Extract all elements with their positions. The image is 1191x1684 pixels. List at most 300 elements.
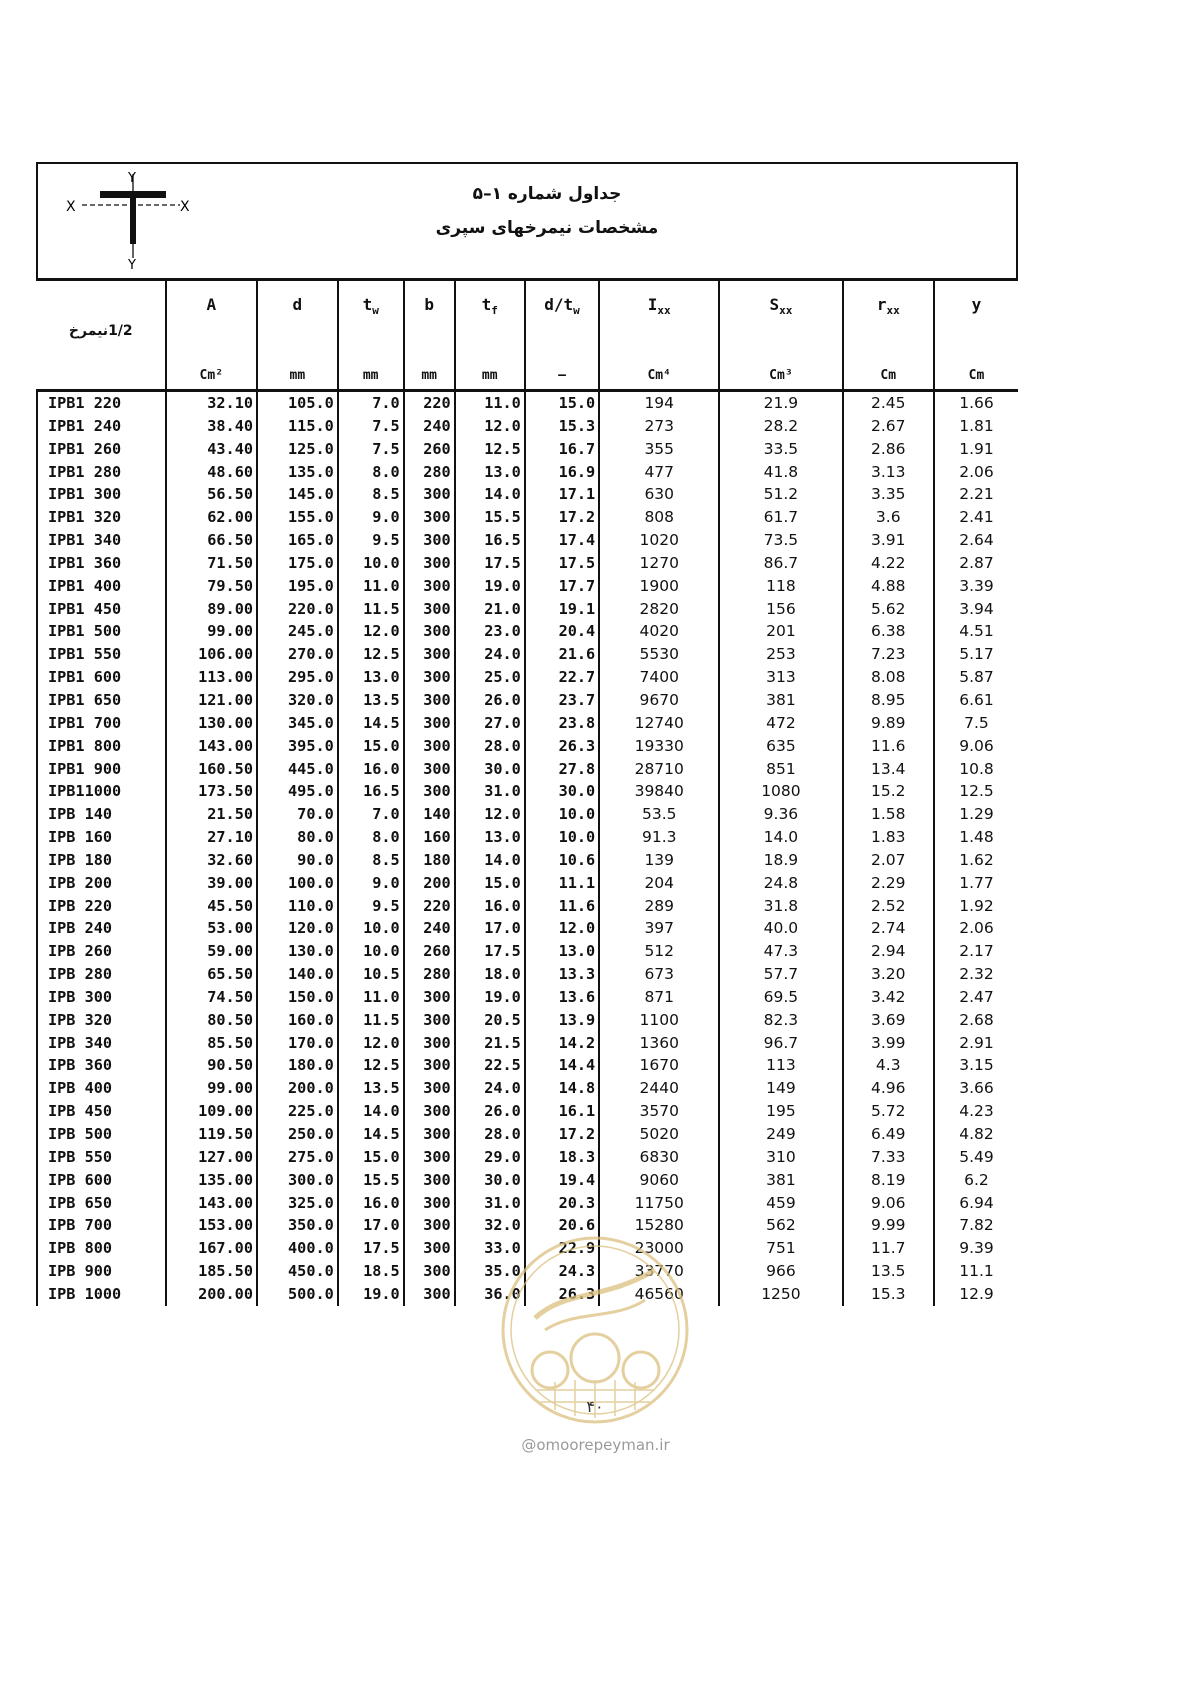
ixx-cell: 194 bbox=[599, 391, 719, 415]
sxx-cell: 69.5 bbox=[719, 986, 842, 1009]
flange-thickness-cell: 14.0 bbox=[455, 483, 525, 506]
section-cell: IPB 240 bbox=[37, 917, 166, 940]
table-title bbox=[338, 184, 756, 238]
flange-thickness-cell: 29.0 bbox=[455, 1146, 525, 1169]
table-row bbox=[37, 1123, 1018, 1146]
d-over-tw-symbol bbox=[526, 295, 598, 317]
y-cell: 3.39 bbox=[934, 575, 1018, 598]
rxx-cell: 8.95 bbox=[843, 689, 934, 712]
table-row bbox=[37, 963, 1018, 986]
d-over-tw-cell: 14.8 bbox=[525, 1077, 599, 1100]
flange-width-cell: 300 bbox=[404, 689, 455, 712]
section-cell: IPB1 800 bbox=[37, 735, 166, 758]
ixx-cell: 2820 bbox=[599, 598, 719, 621]
sxx-sub: xx bbox=[779, 304, 793, 318]
table-subject-title: مشخصات نیمرخهای سپری bbox=[435, 218, 659, 238]
table-row bbox=[37, 1054, 1018, 1077]
web-thickness-cell: 16.0 bbox=[338, 1192, 404, 1215]
flange-thickness-cell: 17.0 bbox=[455, 917, 525, 940]
sxx-cell: 635 bbox=[719, 735, 842, 758]
d-over-tw-cell: 10.0 bbox=[525, 826, 599, 849]
table-row bbox=[37, 483, 1018, 506]
flange-width-cell: 300 bbox=[404, 1123, 455, 1146]
d-over-tw-unit: — bbox=[558, 368, 566, 383]
table-row bbox=[37, 1009, 1018, 1032]
table-row bbox=[37, 712, 1018, 735]
table-row bbox=[37, 986, 1018, 1009]
ixx-cell: 11750 bbox=[599, 1192, 719, 1215]
area-cell: 62.00 bbox=[166, 506, 257, 529]
depth-cell: 165.0 bbox=[257, 529, 338, 552]
depth-cell: 170.0 bbox=[257, 1032, 338, 1055]
flange-thickness-cell: 16.0 bbox=[455, 895, 525, 918]
rxx-cell: 3.42 bbox=[843, 986, 934, 1009]
sxx-cell: 966 bbox=[719, 1260, 842, 1283]
flange-thickness-cell: 12.5 bbox=[455, 438, 525, 461]
web-thickness-cell: 8.5 bbox=[338, 483, 404, 506]
dtw-sub: w bbox=[573, 304, 580, 318]
rxx-cell: 3.99 bbox=[843, 1032, 934, 1055]
table-row bbox=[37, 598, 1018, 621]
ixx-cell: 512 bbox=[599, 940, 719, 963]
sxx-cell: 313 bbox=[719, 666, 842, 689]
logo-gear-right bbox=[623, 1352, 659, 1388]
area-cell: 32.60 bbox=[166, 849, 257, 872]
rxx-cell: 9.06 bbox=[843, 1192, 934, 1215]
depth-cell: 100.0 bbox=[257, 872, 338, 895]
page-number: ۴۰ bbox=[586, 1397, 604, 1416]
sxx-cell: 851 bbox=[719, 758, 842, 781]
sxx-cell: 472 bbox=[719, 712, 842, 735]
sxx-cell: 9.36 bbox=[719, 803, 842, 826]
depth-cell: 345.0 bbox=[257, 712, 338, 735]
section-cell: IPB 320 bbox=[37, 1009, 166, 1032]
table-row bbox=[37, 872, 1018, 895]
depth-cell: 150.0 bbox=[257, 986, 338, 1009]
section-column-label: 1/2نیمرخ bbox=[68, 323, 133, 339]
web-thickness-cell: 14.0 bbox=[338, 1100, 404, 1123]
area-cell: 167.00 bbox=[166, 1237, 257, 1260]
table-row bbox=[37, 1192, 1018, 1215]
section-cell: IPB1 450 bbox=[37, 598, 166, 621]
y-cell: 1.66 bbox=[934, 391, 1018, 415]
d-over-tw-cell: 10.6 bbox=[525, 849, 599, 872]
d-over-tw-cell: 17.1 bbox=[525, 483, 599, 506]
sxx-cell: 40.0 bbox=[719, 917, 842, 940]
col-flange-thickness bbox=[455, 281, 525, 391]
section-cell: IPB 260 bbox=[37, 940, 166, 963]
rxx-symbol bbox=[844, 295, 933, 317]
web-thickness-cell: 16.0 bbox=[338, 758, 404, 781]
ixx-unit: Cm⁴ bbox=[647, 368, 671, 383]
flange-width-cell: 300 bbox=[404, 1077, 455, 1100]
section-cell: IPB1 320 bbox=[37, 506, 166, 529]
web-thickness-cell: 7.5 bbox=[338, 438, 404, 461]
sxx-cell: 96.7 bbox=[719, 1032, 842, 1055]
area-cell: 79.50 bbox=[166, 575, 257, 598]
table-row bbox=[37, 689, 1018, 712]
section-cell: IPB 450 bbox=[37, 1100, 166, 1123]
sxx-cell: 31.8 bbox=[719, 895, 842, 918]
rxx-cell: 2.29 bbox=[843, 872, 934, 895]
area-cell: 119.50 bbox=[166, 1123, 257, 1146]
flange-width-cell: 280 bbox=[404, 461, 455, 484]
flange-width-cell: 300 bbox=[404, 575, 455, 598]
section-cell: IPB1 900 bbox=[37, 758, 166, 781]
sxx-unit: Cm³ bbox=[769, 368, 793, 383]
depth-cell: 220.0 bbox=[257, 598, 338, 621]
d-over-tw-cell: 17.2 bbox=[525, 1123, 599, 1146]
d-over-tw-cell: 11.1 bbox=[525, 872, 599, 895]
ixx-cell: 1900 bbox=[599, 575, 719, 598]
y-cell: 2.32 bbox=[934, 963, 1018, 986]
ixx-symbol bbox=[600, 295, 718, 317]
sxx-cell: 562 bbox=[719, 1214, 842, 1237]
y-cell: 1.92 bbox=[934, 895, 1018, 918]
area-cell: 130.00 bbox=[166, 712, 257, 735]
d-over-tw-cell: 27.8 bbox=[525, 758, 599, 781]
rxx-cell: 13.5 bbox=[843, 1260, 934, 1283]
ixx-base: I bbox=[647, 295, 658, 314]
section-cell: IPB 300 bbox=[37, 986, 166, 1009]
y-cell: 6.61 bbox=[934, 689, 1018, 712]
ixx-cell: 53.5 bbox=[599, 803, 719, 826]
ixx-cell: 477 bbox=[599, 461, 719, 484]
y-cell: 1.29 bbox=[934, 803, 1018, 826]
rxx-cell: 3.35 bbox=[843, 483, 934, 506]
flange-thickness-cell: 20.5 bbox=[455, 1009, 525, 1032]
section-cell: IPB1 360 bbox=[37, 552, 166, 575]
area-cell: 200.00 bbox=[166, 1283, 257, 1306]
depth-cell: 195.0 bbox=[257, 575, 338, 598]
section-cell: IPB1 400 bbox=[37, 575, 166, 598]
flange-width-cell: 300 bbox=[404, 712, 455, 735]
y-cell: 1.91 bbox=[934, 438, 1018, 461]
rxx-cell: 2.86 bbox=[843, 438, 934, 461]
rxx-cell: 9.89 bbox=[843, 712, 934, 735]
rxx-cell: 13.4 bbox=[843, 758, 934, 781]
d-over-tw-cell: 23.7 bbox=[525, 689, 599, 712]
area-cell: 39.00 bbox=[166, 872, 257, 895]
section-cell: IPB1 340 bbox=[37, 529, 166, 552]
rxx-cell: 6.38 bbox=[843, 620, 934, 643]
web-thickness-cell: 17.0 bbox=[338, 1214, 404, 1237]
flange-thickness-cell: 21.5 bbox=[455, 1032, 525, 1055]
flange-width-cell: 300 bbox=[404, 1100, 455, 1123]
area-cell: 99.00 bbox=[166, 1077, 257, 1100]
web-thickness-cell: 10.0 bbox=[338, 917, 404, 940]
flange-thickness-cell: 28.0 bbox=[455, 735, 525, 758]
flange-width-cell: 300 bbox=[404, 1192, 455, 1215]
depth-cell: 90.0 bbox=[257, 849, 338, 872]
flange-thickness-cell: 12.0 bbox=[455, 415, 525, 438]
area-cell: 38.40 bbox=[166, 415, 257, 438]
table-row bbox=[37, 643, 1018, 666]
area-cell: 90.50 bbox=[166, 1054, 257, 1077]
section-cell: IPB 280 bbox=[37, 963, 166, 986]
tw-base: t bbox=[362, 295, 373, 314]
logo-gear-left bbox=[532, 1352, 568, 1388]
area-cell: 121.00 bbox=[166, 689, 257, 712]
y-cell: 2.17 bbox=[934, 940, 1018, 963]
sxx-cell: 1080 bbox=[719, 780, 842, 803]
flange-thickness-cell: 30.0 bbox=[455, 758, 525, 781]
sxx-cell: 201 bbox=[719, 620, 842, 643]
depth-cell: 145.0 bbox=[257, 483, 338, 506]
web-thickness-cell: 19.0 bbox=[338, 1283, 404, 1306]
rxx-cell: 8.19 bbox=[843, 1169, 934, 1192]
web-thickness-cell: 7.0 bbox=[338, 391, 404, 415]
rxx-cell: 5.72 bbox=[843, 1100, 934, 1123]
y-symbol: y bbox=[971, 295, 982, 314]
ixx-cell: 28710 bbox=[599, 758, 719, 781]
table-number-title: جداول شماره ۱–۵ bbox=[472, 184, 622, 204]
d-over-tw-cell: 19.4 bbox=[525, 1169, 599, 1192]
d-over-tw-cell: 26.3 bbox=[525, 735, 599, 758]
y-cell: 9.06 bbox=[934, 735, 1018, 758]
depth-cell: 395.0 bbox=[257, 735, 338, 758]
sxx-cell: 381 bbox=[719, 1169, 842, 1192]
ixx-cell: 6830 bbox=[599, 1146, 719, 1169]
y-cell: 4.23 bbox=[934, 1100, 1018, 1123]
d-over-tw-cell: 26.3 bbox=[525, 1283, 599, 1306]
d-over-tw-cell: 22.9 bbox=[525, 1237, 599, 1260]
d-over-tw-cell: 14.4 bbox=[525, 1054, 599, 1077]
rxx-cell: 11.7 bbox=[843, 1237, 934, 1260]
section-cell: IPB 600 bbox=[37, 1169, 166, 1192]
y-cell: 11.1 bbox=[934, 1260, 1018, 1283]
flange-thickness-cell: 31.0 bbox=[455, 1192, 525, 1215]
rxx-cell: 1.58 bbox=[843, 803, 934, 826]
rxx-cell: 7.33 bbox=[843, 1146, 934, 1169]
d-over-tw-cell: 20.4 bbox=[525, 620, 599, 643]
section-cell: IPB 220 bbox=[37, 895, 166, 918]
d-over-tw-cell: 15.3 bbox=[525, 415, 599, 438]
sxx-cell: 1250 bbox=[719, 1283, 842, 1306]
area-cell: 127.00 bbox=[166, 1146, 257, 1169]
y-cell: 7.5 bbox=[934, 712, 1018, 735]
table-row bbox=[37, 1169, 1018, 1192]
table-row bbox=[37, 415, 1018, 438]
y-cell: 12.9 bbox=[934, 1283, 1018, 1306]
ixx-cell: 7400 bbox=[599, 666, 719, 689]
area-cell: 99.00 bbox=[166, 620, 257, 643]
sxx-cell: 149 bbox=[719, 1077, 842, 1100]
tee-section-axes-figure bbox=[52, 170, 202, 270]
depth-cell: 160.0 bbox=[257, 1009, 338, 1032]
table-row bbox=[37, 461, 1018, 484]
flange-width-cell: 280 bbox=[404, 963, 455, 986]
area-cell: 160.50 bbox=[166, 758, 257, 781]
d-over-tw-cell: 15.0 bbox=[525, 391, 599, 415]
table-row bbox=[37, 391, 1018, 415]
rxx-cell: 4.3 bbox=[843, 1054, 934, 1077]
d-over-tw-cell: 22.7 bbox=[525, 666, 599, 689]
area-cell: 173.50 bbox=[166, 780, 257, 803]
y-cell: 5.87 bbox=[934, 666, 1018, 689]
section-cell: IPB1 550 bbox=[37, 643, 166, 666]
y-cell: 4.82 bbox=[934, 1123, 1018, 1146]
flange-thickness-cell: 28.0 bbox=[455, 1123, 525, 1146]
d-over-tw-cell: 17.2 bbox=[525, 506, 599, 529]
flange-width-cell: 160 bbox=[404, 826, 455, 849]
sxx-cell: 41.8 bbox=[719, 461, 842, 484]
flange-thickness-cell: 19.0 bbox=[455, 575, 525, 598]
area-cell: 89.00 bbox=[166, 598, 257, 621]
flange-thickness-cell: 24.0 bbox=[455, 1077, 525, 1100]
depth-cell: 500.0 bbox=[257, 1283, 338, 1306]
rxx-cell: 4.96 bbox=[843, 1077, 934, 1100]
sxx-cell: 24.8 bbox=[719, 872, 842, 895]
ixx-cell: 808 bbox=[599, 506, 719, 529]
section-cell: IPB 1000 bbox=[37, 1283, 166, 1306]
web-thickness-cell: 14.5 bbox=[338, 712, 404, 735]
d-over-tw-cell: 11.6 bbox=[525, 895, 599, 918]
flange-thickness-cell: 14.0 bbox=[455, 849, 525, 872]
section-cell: IPB1 600 bbox=[37, 666, 166, 689]
area-cell: 65.50 bbox=[166, 963, 257, 986]
sxx-cell: 310 bbox=[719, 1146, 842, 1169]
area-cell: 143.00 bbox=[166, 1192, 257, 1215]
y-cell: 2.41 bbox=[934, 506, 1018, 529]
ixx-cell: 871 bbox=[599, 986, 719, 1009]
y-cell: 6.2 bbox=[934, 1169, 1018, 1192]
web-thickness-cell: 16.5 bbox=[338, 780, 404, 803]
sxx-cell: 51.2 bbox=[719, 483, 842, 506]
web-thickness-cell: 15.0 bbox=[338, 1146, 404, 1169]
sxx-cell: 195 bbox=[719, 1100, 842, 1123]
depth-cell: 445.0 bbox=[257, 758, 338, 781]
depth-cell: 175.0 bbox=[257, 552, 338, 575]
d-over-tw-cell: 17.5 bbox=[525, 552, 599, 575]
web-thickness-cell: 10.5 bbox=[338, 963, 404, 986]
d-over-tw-cell: 16.1 bbox=[525, 1100, 599, 1123]
web-thickness-cell: 17.5 bbox=[338, 1237, 404, 1260]
flange-thickness-cell: 27.0 bbox=[455, 712, 525, 735]
y-unit: Cm bbox=[968, 368, 985, 383]
sxx-cell: 21.9 bbox=[719, 391, 842, 415]
rxx-cell: 5.62 bbox=[843, 598, 934, 621]
sxx-cell: 73.5 bbox=[719, 529, 842, 552]
depth-cell: 245.0 bbox=[257, 620, 338, 643]
ixx-cell: 23000 bbox=[599, 1237, 719, 1260]
d-over-tw-cell: 21.6 bbox=[525, 643, 599, 666]
ixx-sub: xx bbox=[657, 304, 671, 318]
d-over-tw-cell: 20.3 bbox=[525, 1192, 599, 1215]
area-cell: 85.50 bbox=[166, 1032, 257, 1055]
y-cell: 2.06 bbox=[934, 917, 1018, 940]
logo-script-mark bbox=[535, 1270, 655, 1318]
area-cell: 106.00 bbox=[166, 643, 257, 666]
d-over-tw-cell: 13.3 bbox=[525, 963, 599, 986]
web-thickness-cell: 18.5 bbox=[338, 1260, 404, 1283]
rxx-cell: 2.67 bbox=[843, 415, 934, 438]
y-cell: 1.77 bbox=[934, 872, 1018, 895]
d-over-tw-cell: 16.7 bbox=[525, 438, 599, 461]
flange-width-cell: 300 bbox=[404, 1146, 455, 1169]
d-over-tw-cell: 13.6 bbox=[525, 986, 599, 1009]
section-cell: IPB1 260 bbox=[37, 438, 166, 461]
flange-thickness-cell: 12.0 bbox=[455, 803, 525, 826]
d-over-tw-cell: 30.0 bbox=[525, 780, 599, 803]
table-row bbox=[37, 1032, 1018, 1055]
y-cell: 4.51 bbox=[934, 620, 1018, 643]
ixx-cell: 5020 bbox=[599, 1123, 719, 1146]
flange-width-cell: 300 bbox=[404, 643, 455, 666]
area-cell: 53.00 bbox=[166, 917, 257, 940]
rxx-cell: 3.20 bbox=[843, 963, 934, 986]
section-cell: IPB 400 bbox=[37, 1077, 166, 1100]
area-cell: 80.50 bbox=[166, 1009, 257, 1032]
sxx-cell: 28.2 bbox=[719, 415, 842, 438]
d-over-tw-cell: 13.9 bbox=[525, 1009, 599, 1032]
table-row bbox=[37, 666, 1018, 689]
rxx-cell: 3.6 bbox=[843, 506, 934, 529]
sxx-cell: 57.7 bbox=[719, 963, 842, 986]
table-row bbox=[37, 620, 1018, 643]
col-web-thickness bbox=[338, 281, 404, 391]
ixx-cell: 397 bbox=[599, 917, 719, 940]
depth-cell: 400.0 bbox=[257, 1237, 338, 1260]
section-cell: IPB 180 bbox=[37, 849, 166, 872]
flange-width-cell: 220 bbox=[404, 895, 455, 918]
y-cell: 2.21 bbox=[934, 483, 1018, 506]
ixx-cell: 1360 bbox=[599, 1032, 719, 1055]
d-over-tw-cell: 24.3 bbox=[525, 1260, 599, 1283]
d-over-tw-cell: 17.7 bbox=[525, 575, 599, 598]
rxx-cell: 4.22 bbox=[843, 552, 934, 575]
flange-width-cell: 260 bbox=[404, 940, 455, 963]
area-cell: 43.40 bbox=[166, 438, 257, 461]
d-over-tw-cell: 20.6 bbox=[525, 1214, 599, 1237]
flange-width-cell: 300 bbox=[404, 1009, 455, 1032]
section-cell: IPB 900 bbox=[37, 1260, 166, 1283]
web-thickness-cell: 12.0 bbox=[338, 1032, 404, 1055]
col-ixx bbox=[599, 281, 719, 391]
depth-cell: 295.0 bbox=[257, 666, 338, 689]
ixx-cell: 289 bbox=[599, 895, 719, 918]
sxx-cell: 14.0 bbox=[719, 826, 842, 849]
area-cell: 185.50 bbox=[166, 1260, 257, 1283]
section-cell: IPB1 300 bbox=[37, 483, 166, 506]
flange-width-cell: 240 bbox=[404, 415, 455, 438]
flange-width-cell: 300 bbox=[404, 1260, 455, 1283]
sxx-cell: 61.7 bbox=[719, 506, 842, 529]
table-row bbox=[37, 575, 1018, 598]
table-row bbox=[37, 895, 1018, 918]
sxx-cell: 381 bbox=[719, 689, 842, 712]
depth-cell: 115.0 bbox=[257, 415, 338, 438]
rxx-cell: 1.83 bbox=[843, 826, 934, 849]
omoor-peyman-watermark-logo bbox=[495, 1230, 695, 1430]
y-cell: 5.17 bbox=[934, 643, 1018, 666]
y-axis-label-bottom: Y bbox=[128, 258, 136, 270]
table-row bbox=[37, 552, 1018, 575]
area-cell: 21.50 bbox=[166, 803, 257, 826]
flange-width-cell: 300 bbox=[404, 1054, 455, 1077]
col-section bbox=[37, 281, 166, 391]
section-cell: IPB1 280 bbox=[37, 461, 166, 484]
area-cell: 74.50 bbox=[166, 986, 257, 1009]
ixx-cell: 91.3 bbox=[599, 826, 719, 849]
flange-thickness-cell: 32.0 bbox=[455, 1214, 525, 1237]
d-over-tw-cell: 19.1 bbox=[525, 598, 599, 621]
col-d-over-tw bbox=[525, 281, 599, 391]
rxx-cell: 6.49 bbox=[843, 1123, 934, 1146]
y-cell: 12.5 bbox=[934, 780, 1018, 803]
depth-cell: 135.0 bbox=[257, 461, 338, 484]
flange-width-cell: 300 bbox=[404, 1283, 455, 1306]
